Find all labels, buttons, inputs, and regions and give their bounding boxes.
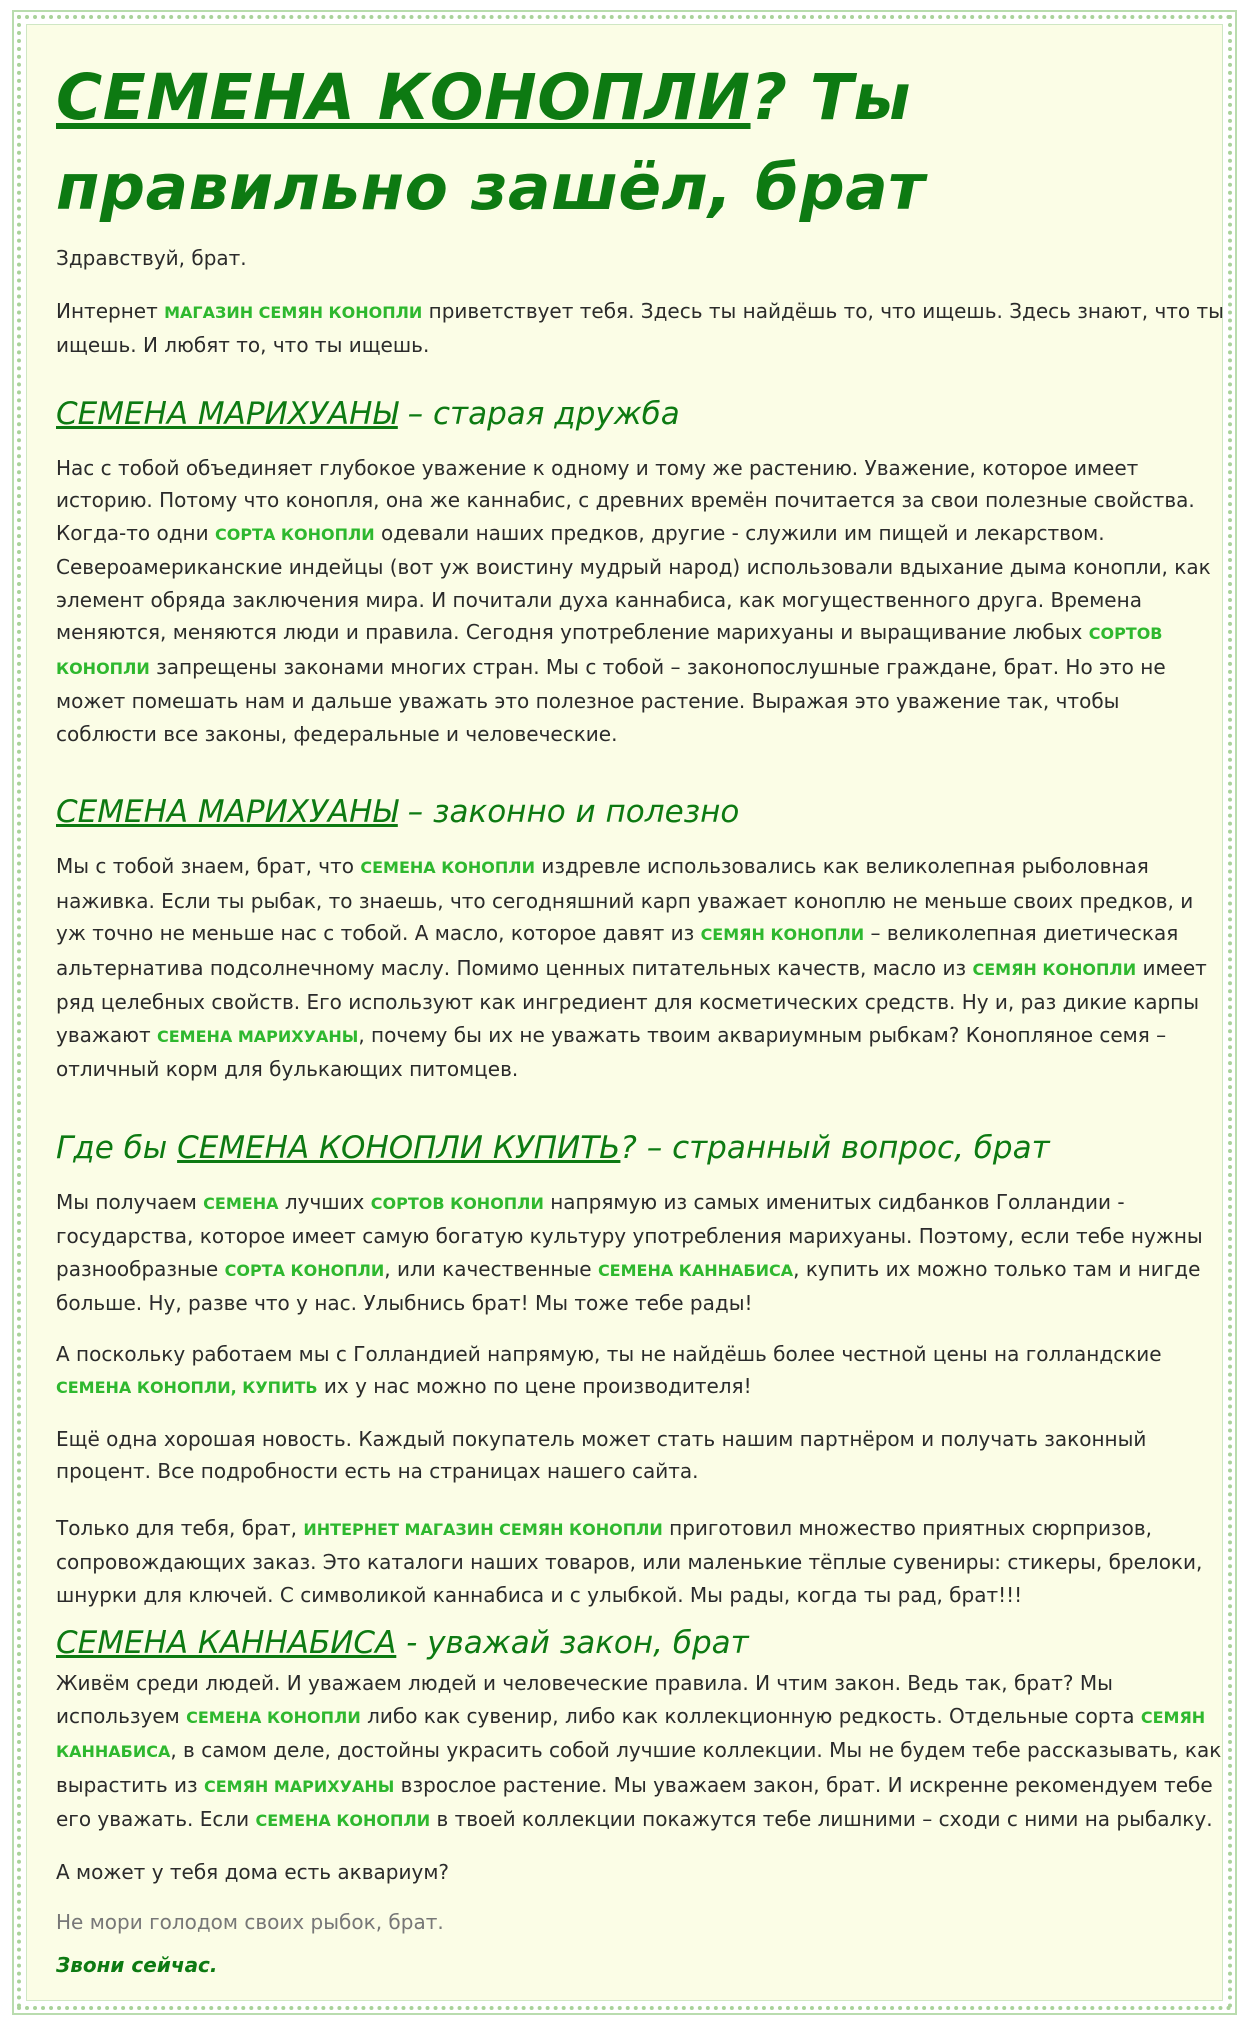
paragraph-text: А поскольку работаем мы с Голландией напрямую, ты не найдёшь более честной цены на голландские [56, 1341, 1162, 1366]
section-heading-respect-law [56, 1621, 1226, 1665]
paragraph-text: Мы с тобой знаем, брат, что [56, 854, 361, 878]
paragraph-text: – великолепная диетическая альтернатива подсолнечному маслу. Помимо ценных питательных качеств, масло из [56, 921, 1179, 980]
section-heading-old-friendship [56, 392, 1226, 436]
paragraph-text: издревле использовались как великолепная рыболовная наживка. Если ты рыбак, то знаешь, что сегодняшний карп уважает коноплю не меньше своих предков, и уж точно не меньше нас с тобой. А масло, которое давят из [56, 854, 1194, 945]
keyword-link[interactable]: СОРТОВ КОНОПЛИ [56, 624, 1163, 678]
heading-text: - уважай закон, брат [396, 1625, 749, 1661]
intro-text: Интернет [56, 298, 165, 323]
aquarium-question: А может у тебя дома есть аквариум? [56, 1859, 450, 1884]
page-title [56, 53, 1226, 233]
keyword-link[interactable]: СЕМЯН КОНОПЛИ [700, 925, 865, 944]
section-paragraph [56, 1186, 1226, 1320]
paragraph-text: , почему бы их не уважать твоим аквариумным рыбкам? Конопляное семя – отличный корм для булькающих питомцев. [56, 1022, 1167, 1081]
paragraph-text: лучших [278, 1189, 371, 1214]
paragraph-text: , или качественные [384, 1256, 598, 1281]
keyword-link[interactable]: СОРТА КОНОПЛИ [214, 524, 375, 544]
paragraph-text: Живём среди людей. И уважаем людей и человеческие правила. И чтим закон. Ведь так, брат? Мы используем [56, 1671, 1113, 1728]
paragraph-text: напрямую из самых именитых сидбанков Голландии - государства, которое имеет самую богатую культуру употребления марихуаны. Поэтому, если тебе нужны разнообразные [56, 1189, 1203, 1281]
keyword-link[interactable]: СЕМЯН МАРИХУАНЫ [203, 1776, 395, 1796]
keyword-link[interactable]: СЕМЕНА МАРИХУАНЫ [157, 1026, 359, 1046]
page-frame [12, 10, 1237, 2015]
paragraph-text: имеет ряд целебных свойств. Его используют как ингредиент для косметических средств. Ну и, раз дикие карпы уважают [56, 955, 1207, 1047]
paragraph-text: одевали наших предков, другие - служили им пищей и лекарством. Североамериканские индейцы (вот уж воистину мудрый народ) использовали вдыхание дыма конопли, как элемент обряда заключения мира. И почитали духа каннабиса, как могущественного друга. Времена меняются, меняются люди и правила. Сегодня употребление марихуаны и выращивание любых [56, 520, 1211, 644]
section-paragraph [56, 1338, 1226, 1405]
heading-text: – законно и полезно [397, 794, 740, 830]
paragraph-text: , купить их можно только там и нигде больше. Ну, разве что у нас. Улыбнись брат! Мы тоже тебе рады! [56, 1256, 1201, 1315]
heading-link[interactable]: СЕМЕНА МАРИХУАНЫ [56, 794, 398, 830]
intro-paragraph [56, 295, 1226, 362]
keyword-link[interactable]: СЕМЯН КАННАБИСА [56, 1707, 1206, 1761]
keyword-link[interactable]: СЕМЕНА КАННАБИСА [597, 1260, 794, 1280]
paragraph-text: либо как сувенир, либо как коллекционную редкость. Отдельные сорта [360, 1703, 1141, 1728]
paragraph-text: приготовил множество приятных сюрпризов, сопровождающих заказ. Это каталоги наших товаров, или маленькие тёплые сувениры: стикеры, брелоки, шнурки для ключей. С символикой каннабиса и с улыбкой. Мы рады, когда ты рад, брат!!! [56, 1515, 1203, 1607]
call-now: Звони сейчас. [56, 1952, 218, 1977]
section-paragraph [56, 1512, 1226, 1612]
heading-link[interactable]: СЕМЕНА КАННАБИСА [56, 1625, 397, 1661]
heading-text: – старая дружба [397, 395, 680, 432]
paragraph-text: в твоей коллекции покажутся тебе лишними – сходи с ними на рыбалку. [430, 1807, 1213, 1831]
keyword-link[interactable]: СЕМЕНА КОНОПЛИ [360, 858, 535, 877]
section-paragraph [56, 452, 1226, 751]
section-heading-legal-useful [56, 790, 1226, 834]
keyword-link[interactable]: МАГАЗИН СЕМЯН КОНОПЛИ [164, 302, 423, 322]
paragraph-text: Мы получаем [56, 1189, 204, 1214]
heading-link[interactable]: СЕМЕНА МАРИХУАНЫ [56, 395, 398, 432]
title-rest: ? Ты правильно зашёл, брат [56, 61, 926, 224]
paragraph-text: , в самом деле, достойны украсить собой лучшие коллекции. Мы не будем тебе рассказывать, как вырастить из [56, 1738, 1222, 1797]
paragraph-text: их у нас можно по цене производителя! [317, 1374, 752, 1398]
section-paragraph [56, 850, 1226, 1086]
section-paragraph: Ещё одна хорошая новость. Каждый покупатель может стать нашим партнёром и получать законный процент. Все подробности есть на страницах нашего сайта. [56, 1426, 1147, 1483]
keyword-link[interactable]: СЕМЯН КОНОПЛИ [972, 959, 1137, 979]
section-paragraph [56, 1667, 1226, 1838]
heading-text: Где бы [56, 1129, 178, 1166]
heading-text: ? – странный вопрос, брат [620, 1129, 1050, 1166]
paragraph-text: Нас с тобой объединяет глубокое уважение к одному и тому же растению. Уважение, которое имеет историю. Потому что конопля, она же каннабис, с древних времён почитается за свои полезные свойства. Когда-то одни [56, 455, 1195, 545]
heading-link[interactable]: СЕМЕНА КОНОПЛИ КУПИТЬ [177, 1129, 621, 1166]
keyword-link[interactable]: СОРТА КОНОПЛИ [224, 1260, 385, 1280]
intro-text: приветствует тебя. Здесь ты найдёшь то, что ищешь. Здесь знают, что ты ищешь. И любят то, что ты ищешь. [56, 298, 1224, 357]
keyword-link[interactable]: СОРТОВ КОНОПЛИ [370, 1193, 544, 1213]
paragraph-text: Только для тебя, брат, [56, 1515, 304, 1540]
content-panel [26, 24, 1223, 2001]
keyword-link[interactable]: СЕМЕНА КОНОПЛИ [255, 1811, 431, 1830]
section-heading-where-to-buy [56, 1126, 1226, 1170]
keyword-link[interactable]: СЕМЕНА [203, 1193, 279, 1213]
keyword-link[interactable]: СЕМЕНА КОНОПЛИ, КУПИТЬ [56, 1378, 318, 1397]
paragraph-text: запрещены законами многих стран. Мы с тобой – законопослушные граждане, брат. Но это не может помешать нам и дальше уважать это полезное растение. Выражая это уважение так, чтобы соблюсти все законы, федеральные и человеческие. [56, 654, 1166, 746]
keyword-link[interactable]: СЕМЕНА КОНОПЛИ [186, 1707, 361, 1727]
paragraph-text: взрослое растение. Мы уважаем закон, брат. И искренне рекомендуем тебе его уважать. Если [56, 1772, 1213, 1831]
grey-note: Не мори голодом своих рыбок, брат. [56, 1910, 444, 1934]
article [56, 53, 1226, 1981]
keyword-link[interactable]: ИНТЕРНЕТ МАГАЗИН СЕМЯН КОНОПЛИ [303, 1519, 663, 1539]
greeting: Здравствуй, брат. [56, 246, 247, 270]
title-link[interactable]: СЕМЕНА КОНОПЛИ [56, 61, 751, 134]
